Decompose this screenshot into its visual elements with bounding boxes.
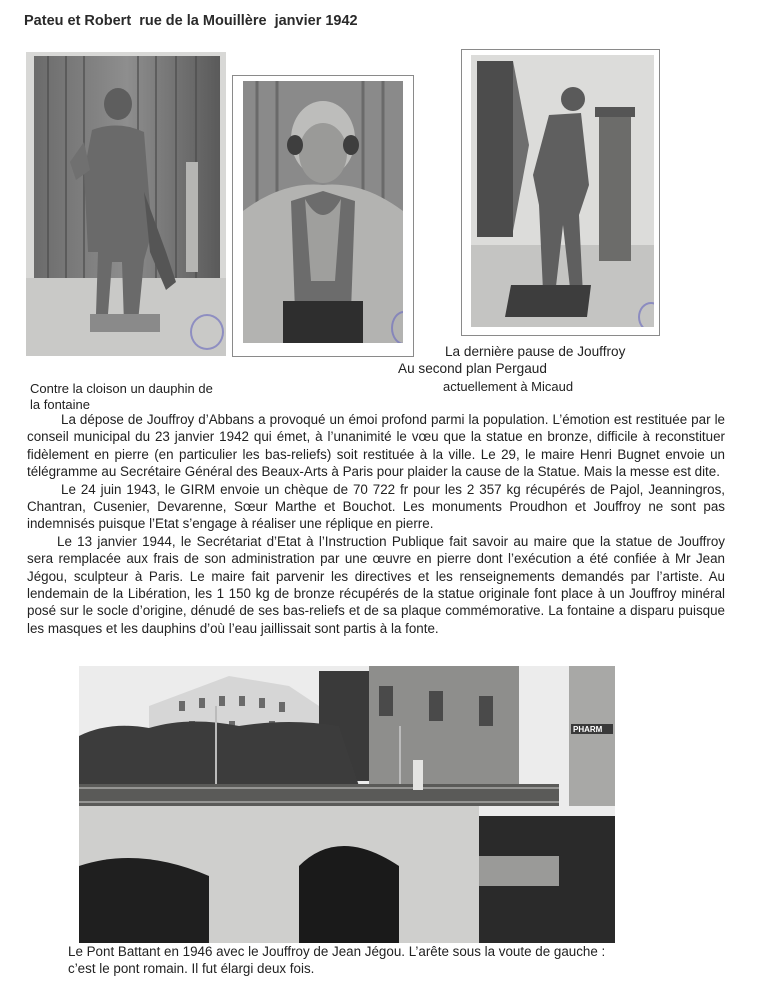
archive-stamp <box>190 314 224 350</box>
caption-last-pause-line3: actuellement à Micaud <box>443 379 574 394</box>
photo-statue-last-pause <box>471 55 654 327</box>
caption-full-length-line1: Contre la cloison un dauphin de <box>30 381 213 396</box>
pharmacy-sign: PHARM <box>573 725 603 734</box>
paragraph: Le 13 janvier 1944, le Secrétariat d’Etat à l’Instruction Publique fait savoir au maire que la statue de Jouffroy sera remplacée aux frais de son administration par une œuvre en pierre dont l’exécution a été confiée à Mr Jean Jégou, sculpteur à Paris. Le maire fait parvenir les directives et les renseignements demandés par l’artiste. Au lendemain de la Libération, les 1 150 kg de bronze récupérés de la statue originale font place à un Jouffroy minéral posé sur le socle d’origine, dénudé de ses bas-reliefs et de sa plaque commémorative. La fontaine a disparu puisque les masques et les dauphins d’où l’eau jaillissait sont partis à la fonte. <box>27 533 725 636</box>
photo-pont-battant <box>79 666 615 943</box>
caption-last-pause-line2: Au second plan Pergaud <box>398 361 547 376</box>
caption-full-length-line2: la fontaine <box>30 397 90 412</box>
caption-pont-battant-line2: c’est le pont romain. Il fut élargi deux fois. <box>68 961 315 976</box>
caption-last-pause-line1: La dernière pause de Jouffroy <box>445 344 626 359</box>
paragraph: La dépose de Jouffroy d’Abbans a provoqué un émoi profond parmi la population. L’émotion est restituée par le conseil municipal du 23 janvier 1942 qui émet, à l’unanimité le vœu que la statue en bronze, difficile à reconstituer fidèlement en pierre (en particulier les bas-reliefs) soit restituée à la ville. Le 29, le maire Henri Bugnet envoie un télégramme au Secrétaire Général des Beaux-Arts à Paris pour plaider la cause de la Statue. Mais la messe est dite. <box>27 412 725 480</box>
photo-statue-full-length <box>26 52 226 356</box>
paragraph: Le 24 juin 1943, le GIRM envoie un chèque de 70 722 fr pour les 2 357 kg récupérés de Pajol, Jeanningros, Chantran, Cusenier, Devarenne, Sœur Marthe et Bouchot. Les monuments Proudhon et Jouffroy ne sont pas indemnisés puisque l’Etat s’engage à réaliser une réplique en pierre. <box>27 481 725 532</box>
caption-pont-battant <box>68 943 688 977</box>
page-title: Pateu et Robert rue de la Mouillère janvier 1942 <box>24 13 358 29</box>
article-body <box>27 411 725 637</box>
caption-pont-battant-line1: Le Pont Battant en 1946 avec le Jouffroy de Jean Jégou. L’arête sous la voute de gauche : <box>68 944 606 959</box>
photo-statue-bust <box>243 81 403 343</box>
